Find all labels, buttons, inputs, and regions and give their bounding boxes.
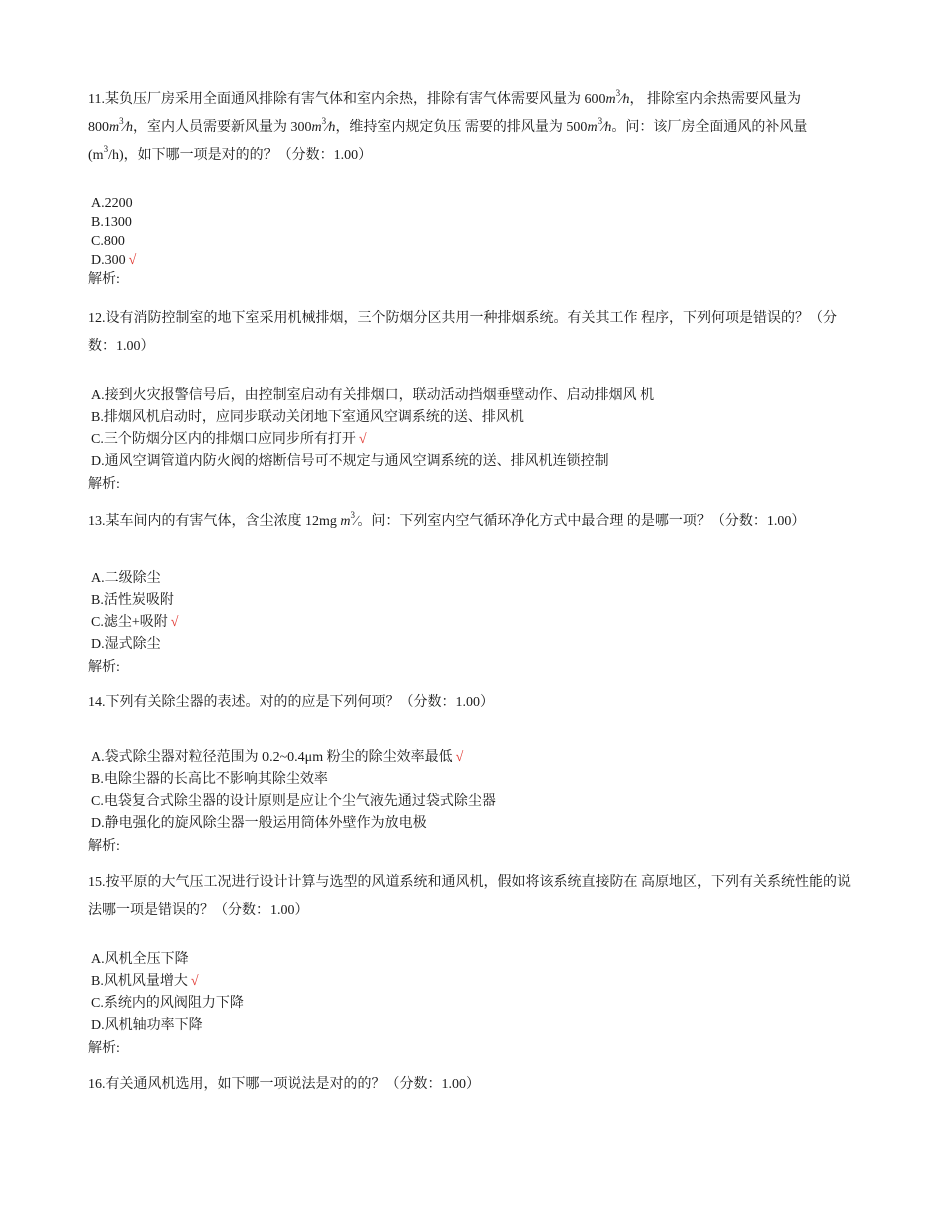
question-stem: 11.某负压厂房采用全面通风排除有害气体和室内余热，排除有害气体需要风量为 $600m^3⁄h$， 排除室内余热需要风量为 $800m^3⁄h$，室内人员需要新风量为 $300m^3⁄h$，维持室内规定负压 需要的排风量为 $500m^3⁄h$。问：该厂房全面通风的补风量 $(m^3/h)$，如下哪一项是对的的？（分数：1.00） <box>88 88 808 163</box>
question-stem: 16.有关通风机选用，如下哪一项说法是对的的？（分数：1.00） <box>88 1077 480 1092</box>
option-d[interactable]: D.湿式除尘 <box>91 637 161 652</box>
option-a[interactable]: A.袋式除尘器对粒径范围为 0.2~0.4μm 粉尘的除尘效率最低 √ <box>91 750 464 765</box>
question-12-options <box>88 385 858 494</box>
question-13 <box>88 508 858 536</box>
analysis-label: 解析: <box>88 1041 120 1056</box>
option-b[interactable]: B.1300 <box>91 215 132 230</box>
question-15-options <box>88 949 858 1058</box>
question-12 <box>88 305 858 361</box>
option-a[interactable]: A.二级除尘 <box>91 571 161 586</box>
question-11 <box>88 86 858 170</box>
option-c[interactable]: C.三个防烟分区内的排烟口应同步所有打开 √ <box>91 432 367 447</box>
correct-checkmark: √ <box>170 615 179 630</box>
option-b[interactable]: B.风机风量增大 √ <box>91 974 199 989</box>
option-a[interactable]: A.接到火灾报警信号后，由控制室启动有关排烟口，联动活动挡烟垂壁动作、启动排烟风 机 <box>91 388 655 403</box>
option-c[interactable]: C.系统内的风阀阻力下降 <box>91 996 244 1011</box>
option-d[interactable]: D.静电强化的旋风除尘器一般运用筒体外壁作为放电极 <box>91 816 427 831</box>
option-c[interactable]: C.800 <box>91 234 125 249</box>
analysis-label: 解析: <box>88 477 120 492</box>
option-c[interactable]: C.滤尘+吸附 √ <box>91 615 179 630</box>
option-b[interactable]: B.电除尘器的长高比不影响其除尘效率 <box>91 772 328 787</box>
question-14-options <box>88 747 858 856</box>
analysis-label: 解析: <box>88 839 120 854</box>
option-a[interactable]: A.风机全压下降 <box>91 952 189 967</box>
option-c[interactable]: C.电袋复合式除尘器的设计原则是应让个尘气液先通过袋式除尘器 <box>91 794 496 809</box>
correct-checkmark: √ <box>455 750 464 765</box>
option-b[interactable]: B.活性炭吸附 <box>91 593 174 608</box>
question-11-options <box>88 194 858 289</box>
analysis-label: 解析: <box>88 660 120 675</box>
question-stem: 13.某车间内的有害气体，含尘浓度 12mg $m^3∕$。问：下列室内空气循环净化方式中最合理 的是哪一项？（分数：1.00） <box>88 510 806 529</box>
option-d[interactable]: D.风机轴功率下降 <box>91 1018 203 1033</box>
correct-checkmark: √ <box>190 974 199 989</box>
question-stem: 15.按平原的大气压工况进行设计计算与选型的风道系统和通风机，假如将该系统直接防在 高原地区，下列有关系统性能的说法哪一项是错误的？（分数：1.00） <box>88 875 851 918</box>
question-stem: 12.设有消防控制室的地下室采用机械排烟，三个防烟分区共用一种排烟系统。有关其工作 程序，下列何项是错误的？（分数：1.00） <box>88 311 837 354</box>
correct-checkmark: √ <box>358 432 367 447</box>
analysis-label: 解析: <box>88 272 120 287</box>
question-13-options <box>88 568 858 677</box>
option-d[interactable]: D.300 √ <box>91 253 137 268</box>
question-14 <box>88 689 858 717</box>
correct-checkmark: √ <box>128 253 137 268</box>
option-d[interactable]: D.通风空调管道内防火阀的熔断信号可不规定与通风空调系统的送、排风机连锁控制 <box>91 454 609 469</box>
option-b[interactable]: B.排烟风机启动时，应同步联动关闭地下室通风空调系统的送、排风机 <box>91 410 524 425</box>
question-15 <box>88 869 858 925</box>
question-16 <box>88 1071 858 1099</box>
option-a[interactable]: A.2200 <box>91 196 133 211</box>
question-stem: 14.下列有关除尘器的表述。对的的应是下列何项？（分数：1.00） <box>88 695 494 710</box>
